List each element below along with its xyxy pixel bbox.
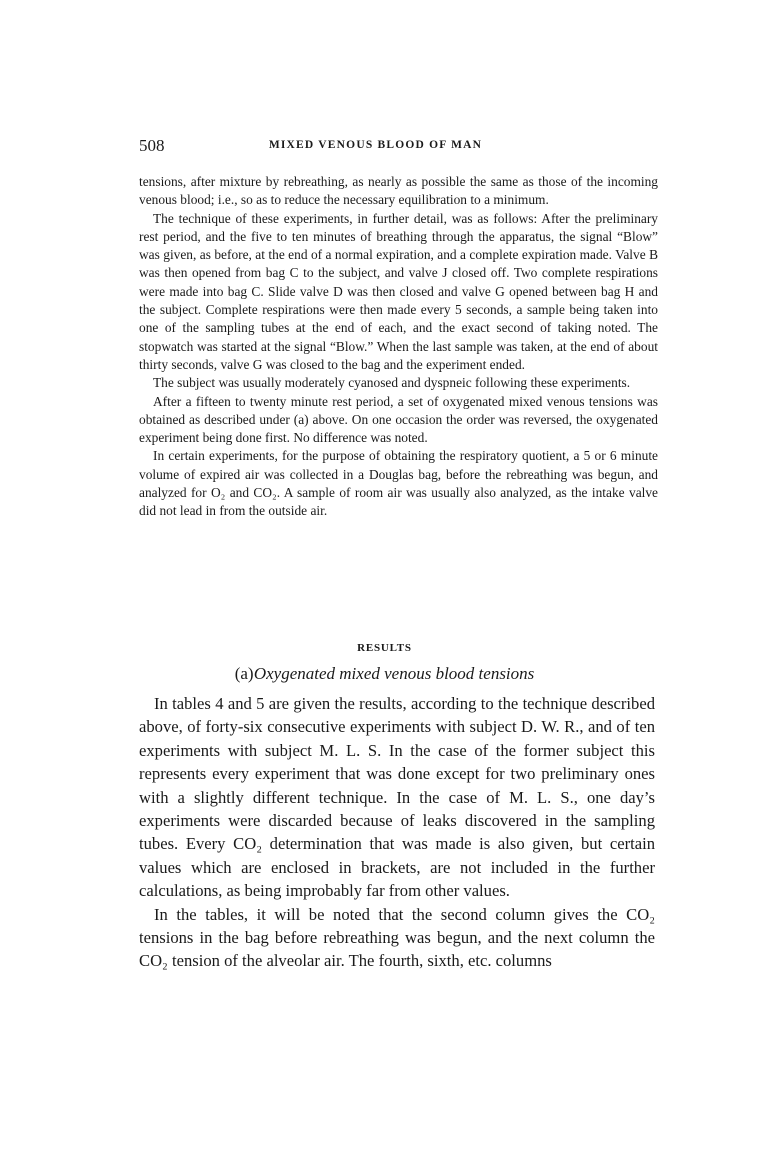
results-subheading [0, 664, 757, 684]
methods-paragraph: After a fifteen to twenty minute rest period, a set of oxygenated mixed venous tensions was obtained as described under (a) above. On one occasion the order was reversed, the oxygenated experiment being done first. No difference was noted. [139, 393, 658, 446]
running-header [0, 139, 757, 151]
methods-paragraph: The subject was usually moderately cyanosed and dyspneic following these experiments. [153, 375, 631, 391]
methods-section [139, 173, 658, 521]
results-paragraph: In the tables, it will be noted that the second column gives the CO₂ tensions in the bag before rebreathing was begun, and the next column the CO₂ tension of the alveolar air. The fourth, sixth, etc. columns [139, 904, 655, 971]
subheading-title: Oxygenated mixed venous blood tensions [253, 664, 535, 683]
results-heading-text: RESULTS [357, 642, 412, 654]
methods-paragraph: In certain experiments, for the purpose of obtaining the respiratory quotient, a 5 or 6 minute volume of expired air was collected in a Douglas bag, before the rebreathing was begun, and analyzed for O₂ and CO₂. A sample of room air was usually also analyzed, as the intake valve did not lead in from the outside air. [139, 448, 658, 519]
subheading-label: (a) [234, 664, 254, 683]
page-number: 508 [139, 136, 165, 155]
methods-paragraph: tensions, after mixture by rebreathing, as nearly as possible the same as those of the incoming venous blood; i.e., so as to reduce the necessary equilibration to a minimum. [139, 174, 658, 208]
results-section [139, 692, 655, 973]
methods-paragraph: The technique of these experiments, in further detail, was as follows: After the preliminary rest period, and the five to ten minutes of breathing through the apparatus, the signal “Blow” was given, as before, at the end of a normal expiration, and a complete expiration made. Valve B was then opened from bag C to the subject, and valve J closed off. Two complete respirations were made into bag C. Slide valve D was then closed and valve G opened between bag H and the subject. Complete respirations were then made every 5 seconds, a sample being taken into one of the sampling tubes at the end of each, and the exact second of taking noted. The stopwatch was started at the signal “Blow.” When the last sample was taken, at the end of about thirty seconds, valve G was closed to the bag and the experiment ended. [139, 210, 658, 372]
results-heading [0, 642, 757, 654]
results-paragraph: In tables 4 and 5 are given the results, according to the technique described above, of forty-six consecutive experiments with subject D. W. R., and of ten experiments with subject M. L. S. In the case of the former subject this represents every experiment that was done except for two preliminary ones with a slightly different technique. In the case of M. L. S., one day’s experiments were discarded because of leaks discovered in the sampling tubes. Every CO₂ determination that was made is also given, but certain values which are enclosed in brackets, are not included in the further calculations, as being improbably far from other values. [139, 694, 655, 901]
running-title: MIXED VENOUS BLOOD OF MAN [268, 139, 483, 151]
